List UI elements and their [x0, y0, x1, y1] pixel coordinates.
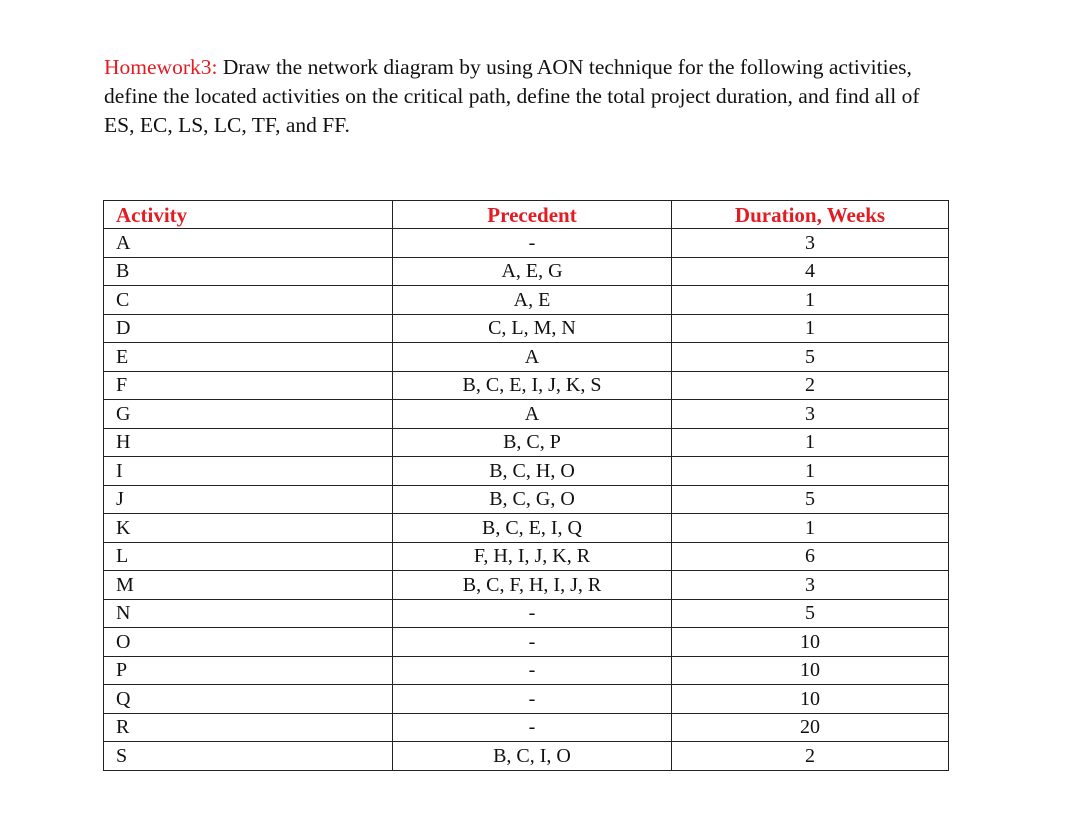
cell-precedent: B, C, I, O: [393, 742, 672, 771]
cell-duration: 10: [672, 628, 949, 657]
cell-activity: A: [104, 229, 393, 258]
table-header-row: [104, 201, 949, 229]
cell-duration: 5: [672, 599, 949, 628]
table-row: [104, 628, 949, 657]
cell-precedent: A, E: [393, 286, 672, 315]
cell-precedent: -: [393, 628, 672, 657]
cell-duration: 1: [672, 428, 949, 457]
cell-precedent: A: [393, 343, 672, 372]
cell-activity: C: [104, 286, 393, 315]
table-row: [104, 229, 949, 258]
cell-activity: N: [104, 599, 393, 628]
cell-activity: J: [104, 485, 393, 514]
cell-precedent: B, C, E, I, Q: [393, 514, 672, 543]
table-row: [104, 656, 949, 685]
table-row: [104, 343, 949, 372]
header-duration: Duration, Weeks: [672, 201, 949, 229]
cell-duration: 5: [672, 343, 949, 372]
homework-label: Homework3:: [104, 55, 218, 79]
header-activity: Activity: [104, 201, 393, 229]
activity-table: [103, 200, 949, 771]
cell-precedent: C, L, M, N: [393, 314, 672, 343]
table-row: [104, 428, 949, 457]
table-row: [104, 314, 949, 343]
cell-activity: L: [104, 542, 393, 571]
cell-activity: H: [104, 428, 393, 457]
cell-duration: 10: [672, 685, 949, 714]
cell-precedent: F, H, I, J, K, R: [393, 542, 672, 571]
cell-duration: 4: [672, 257, 949, 286]
table-row: [104, 542, 949, 571]
table-row: [104, 514, 949, 543]
cell-activity: E: [104, 343, 393, 372]
cell-duration: 1: [672, 457, 949, 486]
cell-duration: 1: [672, 514, 949, 543]
cell-precedent: -: [393, 656, 672, 685]
cell-activity: G: [104, 400, 393, 429]
cell-activity: R: [104, 713, 393, 742]
cell-activity: I: [104, 457, 393, 486]
table-row: [104, 742, 949, 771]
cell-activity: D: [104, 314, 393, 343]
cell-duration: 6: [672, 542, 949, 571]
cell-precedent: -: [393, 713, 672, 742]
cell-duration: 5: [672, 485, 949, 514]
cell-precedent: B, C, F, H, I, J, R: [393, 571, 672, 600]
cell-activity: K: [104, 514, 393, 543]
cell-duration: 3: [672, 571, 949, 600]
cell-precedent: B, C, E, I, J, K, S: [393, 371, 672, 400]
cell-activity: P: [104, 656, 393, 685]
cell-activity: O: [104, 628, 393, 657]
table-row: [104, 713, 949, 742]
table-row: [104, 685, 949, 714]
header-precedent: Precedent: [393, 201, 672, 229]
table-row: [104, 457, 949, 486]
table-row: [104, 286, 949, 315]
table-row: [104, 400, 949, 429]
table-row: [104, 371, 949, 400]
cell-duration: 3: [672, 229, 949, 258]
cell-duration: 2: [672, 742, 949, 771]
cell-precedent: B, C, G, O: [393, 485, 672, 514]
instructions-text: Draw the network diagram by using AON technique for the following activities, define the located activities on the critical path, define the total project duration, and find all of ES, EC, LS, LC, TF, and FF.: [104, 55, 920, 137]
cell-precedent: B, C, P: [393, 428, 672, 457]
table-row: [104, 599, 949, 628]
cell-activity: B: [104, 257, 393, 286]
table-row: [104, 257, 949, 286]
cell-precedent: A: [393, 400, 672, 429]
cell-duration: 10: [672, 656, 949, 685]
cell-activity: S: [104, 742, 393, 771]
cell-duration: 1: [672, 314, 949, 343]
cell-activity: F: [104, 371, 393, 400]
table-body: [104, 229, 949, 771]
assignment-instructions: [104, 53, 934, 140]
cell-activity: M: [104, 571, 393, 600]
cell-duration: 3: [672, 400, 949, 429]
cell-precedent: -: [393, 599, 672, 628]
cell-duration: 20: [672, 713, 949, 742]
table-row: [104, 571, 949, 600]
cell-activity: Q: [104, 685, 393, 714]
cell-precedent: -: [393, 685, 672, 714]
cell-precedent: A, E, G: [393, 257, 672, 286]
cell-precedent: B, C, H, O: [393, 457, 672, 486]
cell-duration: 1: [672, 286, 949, 315]
cell-precedent: -: [393, 229, 672, 258]
table-row: [104, 485, 949, 514]
cell-duration: 2: [672, 371, 949, 400]
